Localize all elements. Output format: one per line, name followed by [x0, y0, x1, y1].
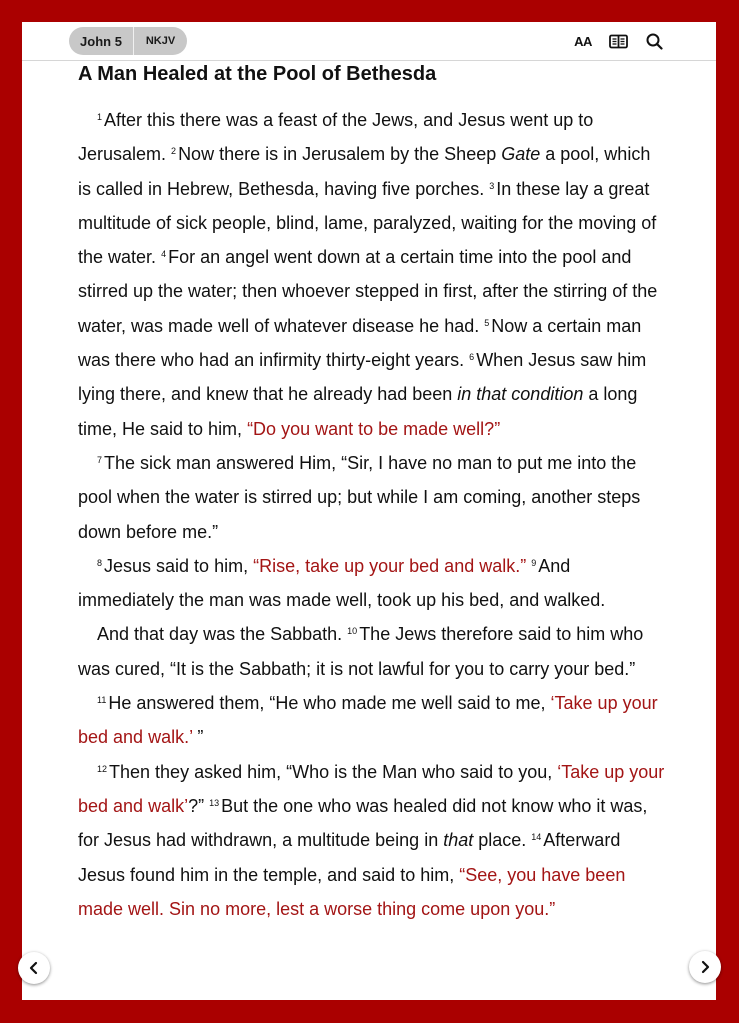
words-of-christ: “Do you want to be made well?”	[247, 418, 501, 439]
book-icon[interactable]	[608, 31, 628, 51]
paragraph	[78, 549, 668, 618]
words-of-christ: “Rise, take up your bed and walk.”	[253, 555, 527, 576]
paragraph	[78, 686, 668, 755]
verse-number: 11	[97, 695, 107, 706]
book-chapter-button[interactable]: John 5	[69, 27, 134, 55]
verse-text: Then they asked him, “Who is the Man who said to you,	[109, 761, 558, 782]
verse-number: 14	[531, 832, 542, 843]
section-heading: A Man Healed at the Pool of Bethesda	[78, 63, 437, 85]
reader-page	[22, 22, 716, 1000]
verse-text: place.	[473, 830, 532, 851]
italic-text: Gate	[501, 144, 541, 165]
verse-number: 12	[97, 763, 108, 774]
verse-number: 3	[489, 180, 495, 191]
verse-number: 5	[484, 317, 490, 328]
verse-text: ?”	[188, 795, 210, 816]
italic-text: that	[443, 830, 474, 851]
paragraph	[78, 617, 668, 686]
verse-text: ”	[192, 727, 204, 748]
verse-text: For an angel went down at a certain time into the pool and stirred up the water; then whoever stepped in first, after the stirring of the water, was made well of whatever disease he had.	[78, 247, 658, 336]
verse-text: Jesus said to him,	[104, 555, 254, 576]
paragraph	[78, 446, 668, 549]
verse-text: The sick man answered Him, “Sir, I have no man to put me into the pool when the water is stirred up; but while I am coming, another steps down before me.”	[78, 452, 641, 542]
words-of-christ: “See, you have been made well. Sin no more, lest a worse thing come upon you.”	[78, 864, 626, 919]
previous-chapter-button[interactable]	[18, 952, 50, 984]
verse-text: And immediately the man was made well, took up his bed, and walked.	[78, 555, 606, 611]
verse-text: In these lay a great multitude of sick people, blind, lame, paralyzed, waiting for the moving of the water.	[78, 178, 657, 268]
passage-selector	[69, 27, 187, 55]
next-chapter-button[interactable]	[689, 951, 721, 983]
verse-text: Now there is in Jerusalem by the Sheep	[178, 144, 502, 165]
verse-number: 8	[97, 557, 103, 568]
verse-number: 4	[161, 249, 167, 260]
font-size-icon[interactable]: AA	[574, 33, 592, 49]
verse-number: 7	[97, 454, 103, 465]
verse-number: 9	[531, 557, 537, 568]
verse-number: 13	[209, 797, 220, 808]
verse-text: And that day was the Sabbath.	[97, 624, 348, 645]
words-of-christ: ‘Take up your bed and walk’	[78, 761, 665, 816]
paragraph	[78, 103, 668, 446]
words-of-christ: ‘Take up your bed and walk.’	[78, 693, 658, 748]
verse-number: 10	[347, 626, 358, 637]
version-button[interactable]: NKJV	[145, 35, 176, 47]
verse-number: 2	[171, 146, 177, 157]
verse-text: a long time, He said to him,	[78, 384, 638, 439]
verse-number: 1	[97, 112, 103, 122]
italic-text: in that condition	[457, 384, 584, 405]
verse-text: He answered them, “He who made me well said to me,	[108, 693, 551, 714]
paragraph	[78, 755, 668, 926]
verse-number: 6	[469, 352, 475, 363]
chevron-right-icon	[699, 960, 711, 974]
verse-text: Afterward Jesus found him in the temple, and said to him,	[78, 830, 621, 885]
top-toolbar	[22, 22, 716, 61]
verse-text: After this there was a feast of the Jews, and Jesus went up to Jerusalem.	[78, 110, 594, 165]
verse-text: The Jews therefore said to him who was cured, “It is the Sabbath; it is not lawful for you to carry your bed.”	[78, 624, 644, 679]
chapter-text	[78, 103, 668, 926]
chevron-left-icon	[28, 961, 40, 975]
verse-text: When Jesus saw him lying there, and knew that he already had been	[78, 350, 647, 405]
search-icon[interactable]	[644, 31, 664, 51]
verse-text: Now a certain man was there who had an infirmity thirty-eight years.	[78, 315, 642, 371]
verse-text: a pool, which is called in Hebrew, Bethesda, having five porches.	[78, 144, 651, 199]
verse-text: But the one who was healed did not know who it was, for Jesus had withdrawn, a multitude being in	[78, 795, 648, 851]
